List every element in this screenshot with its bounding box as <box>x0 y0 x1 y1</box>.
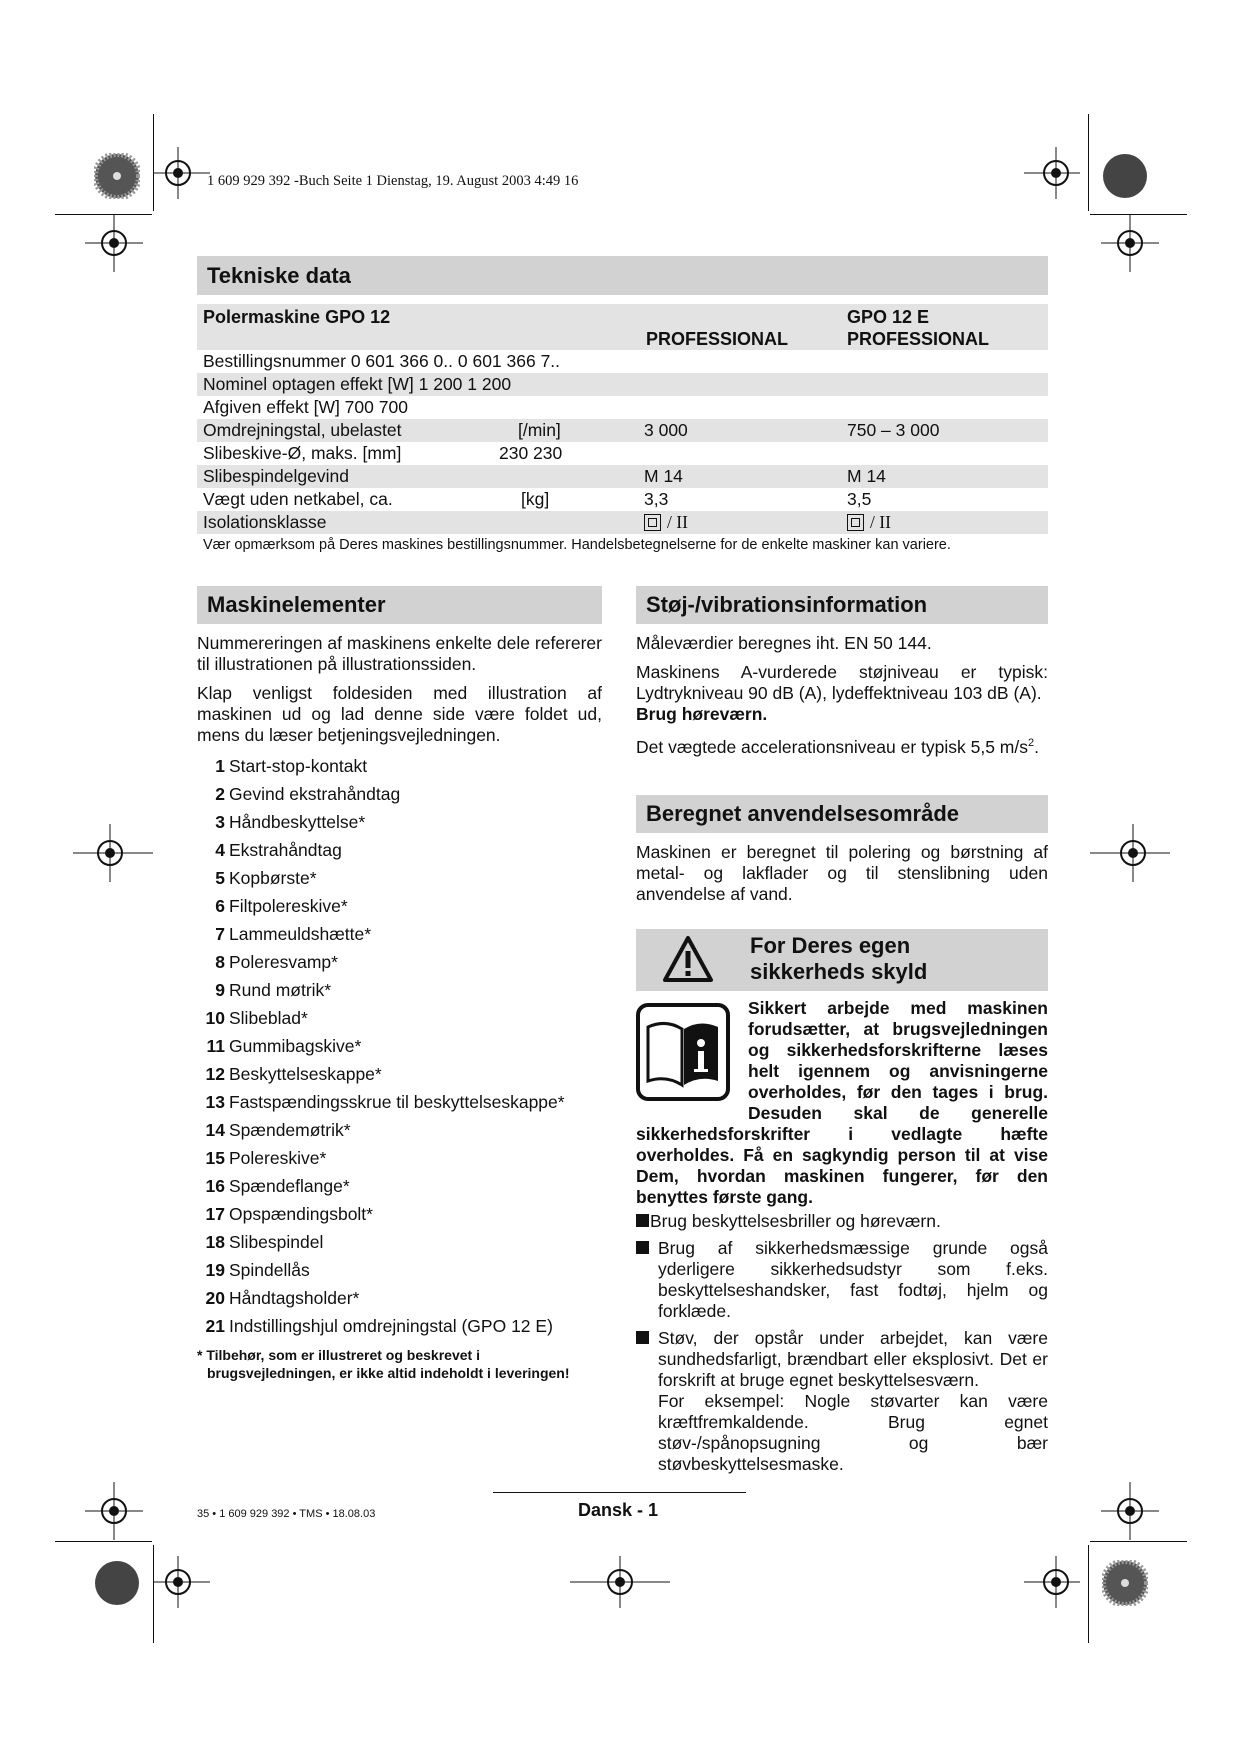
item-number: 21 <box>205 1316 225 1336</box>
list-item <box>197 1144 602 1172</box>
insulation-class-1: / II <box>667 512 688 532</box>
warning-triangle-icon <box>662 935 714 983</box>
item-number: 3 <box>215 812 225 832</box>
bullet-icon <box>636 1241 649 1254</box>
list-item <box>197 1200 602 1228</box>
item-number: 8 <box>215 952 225 972</box>
list-item <box>197 1228 602 1256</box>
item-text: Beskyttelseskappe* <box>229 1064 382 1084</box>
safety-title-line2: sikkerheds skyld <box>750 959 928 984</box>
item-text: Polereskive* <box>229 1148 327 1168</box>
double-insulation-icon <box>847 514 864 531</box>
tech-data-table <box>197 304 1048 553</box>
row-label: Nominel optagen effekt [W] 1 200 1 200 <box>203 374 512 394</box>
col2-header-line2: PROFESSIONAL <box>847 329 990 349</box>
bullet-text: Brug af sikkerhedsmæssige grunde også yderligere sikkerhedsudstyr som f.eks. beskyttelseshandsker, fast fodtøj, hjelm og forklæde. <box>658 1238 1048 1321</box>
vibration-period: . <box>1034 736 1039 757</box>
item-text: Ekstrahåndtag <box>229 840 342 860</box>
vibration-text: Det vægtede accelerationsniveau er typisk 5,5 m/s <box>636 736 1028 757</box>
list-item <box>197 1116 602 1144</box>
usage-column <box>636 842 1048 913</box>
color-bar-circle-icon <box>94 1560 140 1606</box>
list-item <box>197 976 602 1004</box>
registration-mark-icon <box>1022 147 1082 199</box>
page-number: Dansk - 1 <box>578 1500 659 1520</box>
foldout-paragraph: Klap venligst foldesiden med illustration af maskinen ud og lad denne side være foldet ud, mens du læser betjeningsvejledningen. <box>197 683 602 745</box>
model-label: Polermaskine GPO 12 <box>203 307 391 327</box>
list-item <box>197 1004 602 1032</box>
item-text: Slibespindel <box>229 1232 324 1252</box>
parts-list <box>197 752 602 1340</box>
measurement-paragraph: Måleværdier beregnes iht. EN 50 144. <box>636 633 932 653</box>
item-number: 15 <box>205 1148 225 1168</box>
safety-warning: Sikkert arbejde med maskinen forudsætter, at brugsvejledningen og sikkerhedsforskrifterne læses helt igennem og anvisningerne overholdes, før den tages i brug. Desuden skal de generelle sikkerhedsforskrifter i vedlagte hæfte overholdes. Få en sagkyndig person til at vise Dem, hvordan maskinen fungerer, før den benyttes første gang. <box>636 998 1048 1207</box>
row-value-1: M 14 <box>644 466 683 486</box>
safety-heading-box <box>636 929 1048 991</box>
registration-mark-icon <box>152 147 212 199</box>
list-item <box>636 1238 1048 1322</box>
row-label: Omdrejningstal, ubelastet <box>203 420 402 440</box>
tech-data-heading: Tekniske data <box>197 256 1048 295</box>
list-item <box>197 864 602 892</box>
item-number: 13 <box>205 1092 225 1112</box>
row-unit: [/min] <box>518 420 561 440</box>
table-row <box>197 511 1048 534</box>
list-item <box>197 1088 602 1116</box>
item-number: 17 <box>205 1204 225 1224</box>
item-number: 16 <box>205 1176 225 1196</box>
tech-table-header <box>197 304 1048 350</box>
safety-title-line1: For Deres egen <box>750 933 911 958</box>
registration-mark-icon <box>85 214 143 272</box>
item-text: Lammeuldshætte* <box>229 924 372 944</box>
noise-vibration-heading: Støj-/vibrationsinformation <box>636 586 1048 624</box>
row-value-2: M 14 <box>847 466 886 486</box>
numbering-paragraph: Nummereringen af maskinens enkelte dele refererer til illustrationen på illustrationssiden. <box>197 633 602 674</box>
bullet-icon <box>636 1214 649 1227</box>
list-item <box>197 752 602 780</box>
row-label: Afgiven effekt [W] 700 700 <box>203 397 408 417</box>
item-text: Spændeflange* <box>229 1176 350 1196</box>
footer-rule <box>493 1492 746 1493</box>
item-text: Start-stop-kontakt <box>229 756 368 776</box>
item-number: 10 <box>205 1008 225 1028</box>
list-item <box>197 1312 602 1340</box>
item-text: Gevind ekstrahåndtag <box>229 784 401 804</box>
registration-mark-icon <box>1022 1556 1082 1608</box>
item-text: Gummibagskive* <box>229 1036 362 1056</box>
example-text <box>636 1391 1048 1475</box>
table-row <box>197 442 1048 465</box>
list-item <box>197 808 602 836</box>
list-item <box>197 1172 602 1200</box>
accessory-footnote: * Tilbehør, som er illustreret og beskrevet i brugsvejledningen, er ikke altid indeholdt i leveringen! <box>197 1347 570 1381</box>
icon-spacer <box>636 998 748 1116</box>
row-value-1: 3 000 <box>644 420 688 440</box>
item-text: Rund møtrik* <box>229 980 332 1000</box>
table-row <box>197 488 1048 511</box>
color-bar-circle-icon <box>1102 1560 1148 1606</box>
machine-elements-heading: Maskinelementer <box>197 586 602 624</box>
hearing-protection: Brug høreværn. <box>636 704 768 724</box>
item-number: 20 <box>205 1288 225 1308</box>
row-value-2: 750 – 3 000 <box>847 420 940 440</box>
item-text: Filtpolereskive* <box>229 896 348 916</box>
item-text: Spindellås <box>229 1260 310 1280</box>
example-paragraph: For eksempel: Nogle støvarter kan være kræftfremkaldende. Brug egnet støv-/spånopsugning og bær støvbeskyttelsesmaske. <box>658 1391 1048 1474</box>
noise-level-text: Maskinens A-vurderede støjniveau er typisk: Lydtrykniveau 90 dB (A), lydeffektniveau 103 dB (A). <box>636 662 1048 703</box>
list-item <box>197 1060 602 1088</box>
machine-elements-column <box>197 633 602 1382</box>
list-item <box>197 1284 602 1312</box>
table-row <box>197 396 1048 419</box>
registration-mark-icon <box>152 1556 212 1608</box>
item-number: 4 <box>215 840 225 860</box>
list-item <box>197 948 602 976</box>
item-text: Slibeblad* <box>229 1008 308 1028</box>
item-text: Kopbørste* <box>229 868 317 888</box>
noise-column <box>636 633 1048 766</box>
item-number: 9 <box>215 980 225 1000</box>
item-number: 11 <box>206 1036 225 1056</box>
intended-use-heading: Beregnet anvendelsesområde <box>636 795 1048 833</box>
item-number: 7 <box>215 924 225 944</box>
row-unit: [kg] <box>521 489 550 509</box>
registration-mark-icon <box>1101 214 1159 272</box>
table-row <box>197 419 1048 442</box>
row-value-1 <box>644 511 688 534</box>
list-item <box>197 920 602 948</box>
list-item <box>636 1211 1048 1232</box>
row-value-2: 3,5 <box>847 489 872 509</box>
list-item <box>197 1256 602 1284</box>
item-number: 18 <box>205 1232 225 1252</box>
list-item <box>197 892 602 920</box>
row-label: Isolationsklasse <box>203 512 327 532</box>
registration-mark-icon <box>1090 824 1170 882</box>
item-text: Håndtagsholder* <box>229 1288 360 1308</box>
print-header: 1 609 929 392 -Buch Seite 1 Dienstag, 19. August 2003 4:49 16 <box>207 173 579 189</box>
color-bar-circle-icon <box>1102 153 1148 199</box>
footer-doc-number: 35 • 1 609 929 392 • TMS • 18.08.03 <box>197 1508 376 1520</box>
row-label: Slibeskive-Ø, maks. [mm] <box>203 443 402 463</box>
color-bar-circle-icon <box>94 153 140 199</box>
item-text: Håndbeskyttelse* <box>229 812 366 832</box>
item-text: Spændemøtrik* <box>229 1120 351 1140</box>
registration-mark-icon <box>570 1556 670 1608</box>
insulation-class-2: / II <box>870 512 891 532</box>
table-row <box>197 465 1048 488</box>
vibration-superscript: 2 <box>1028 737 1035 749</box>
item-text: Fastspændingsskrue til beskyttelseskappe* <box>229 1092 565 1112</box>
table-row <box>197 373 1048 396</box>
item-number: 12 <box>205 1064 225 1084</box>
list-item <box>636 1328 1048 1391</box>
order-number-note: Vær opmærksom på Deres maskines bestillingsnummer. Handelsbetegnelserne for de enkelte maskiner kan variere. <box>203 537 951 553</box>
item-text: Poleresvamp* <box>229 952 338 972</box>
item-number: 14 <box>205 1120 225 1140</box>
noise-level-paragraph <box>636 662 1048 704</box>
double-insulation-icon <box>644 514 661 531</box>
item-text: Indstillingshjul omdrejningstal (GPO 12 E) <box>229 1316 553 1336</box>
table-row <box>197 350 1048 373</box>
row-label: Vægt uden netkabel, ca. <box>203 489 393 509</box>
col1-header: PROFESSIONAL <box>646 329 789 349</box>
item-number: 1 <box>215 756 225 776</box>
item-number: 5 <box>215 868 225 888</box>
list-item <box>197 780 602 808</box>
registration-mark-icon <box>73 824 153 882</box>
intended-use-paragraph: Maskinen er beregnet til polering og børstning af metal- og lakflader og til stenslibning uden anvendelse af vand. <box>636 842 1048 904</box>
item-number: 19 <box>205 1260 225 1280</box>
safety-warning-text <box>636 998 1048 1208</box>
item-number: 2 <box>215 784 225 804</box>
row-value-2 <box>847 511 891 534</box>
list-item <box>197 1032 602 1060</box>
bullet-text: Støv, der opstår under arbejdet, kan være sundhedsfarligt, brændbart eller eksplosivt. Det er forskrift at bruge egnet beskyttelsesværn. <box>658 1328 1048 1390</box>
row-value-1: 3,3 <box>644 489 669 509</box>
row-unit: 230 230 <box>499 443 563 463</box>
list-item <box>197 836 602 864</box>
bullet-icon <box>636 1331 649 1344</box>
vibration-paragraph <box>636 733 1048 758</box>
safety-bullets <box>636 1211 1048 1481</box>
row-label: Bestillingsnummer 0 601 366 0.. 0 601 366 7.. <box>203 351 561 371</box>
item-text: Opspændingsbolt* <box>229 1204 373 1224</box>
registration-mark-icon <box>85 1482 143 1540</box>
bullet-text: Brug beskyttelsesbriller og høreværn. <box>650 1211 941 1231</box>
col2-header-line1: GPO 12 E <box>847 307 930 327</box>
item-number: 6 <box>215 896 225 916</box>
row-label: Slibespindelgevind <box>203 466 349 486</box>
registration-mark-icon <box>1101 1482 1159 1540</box>
